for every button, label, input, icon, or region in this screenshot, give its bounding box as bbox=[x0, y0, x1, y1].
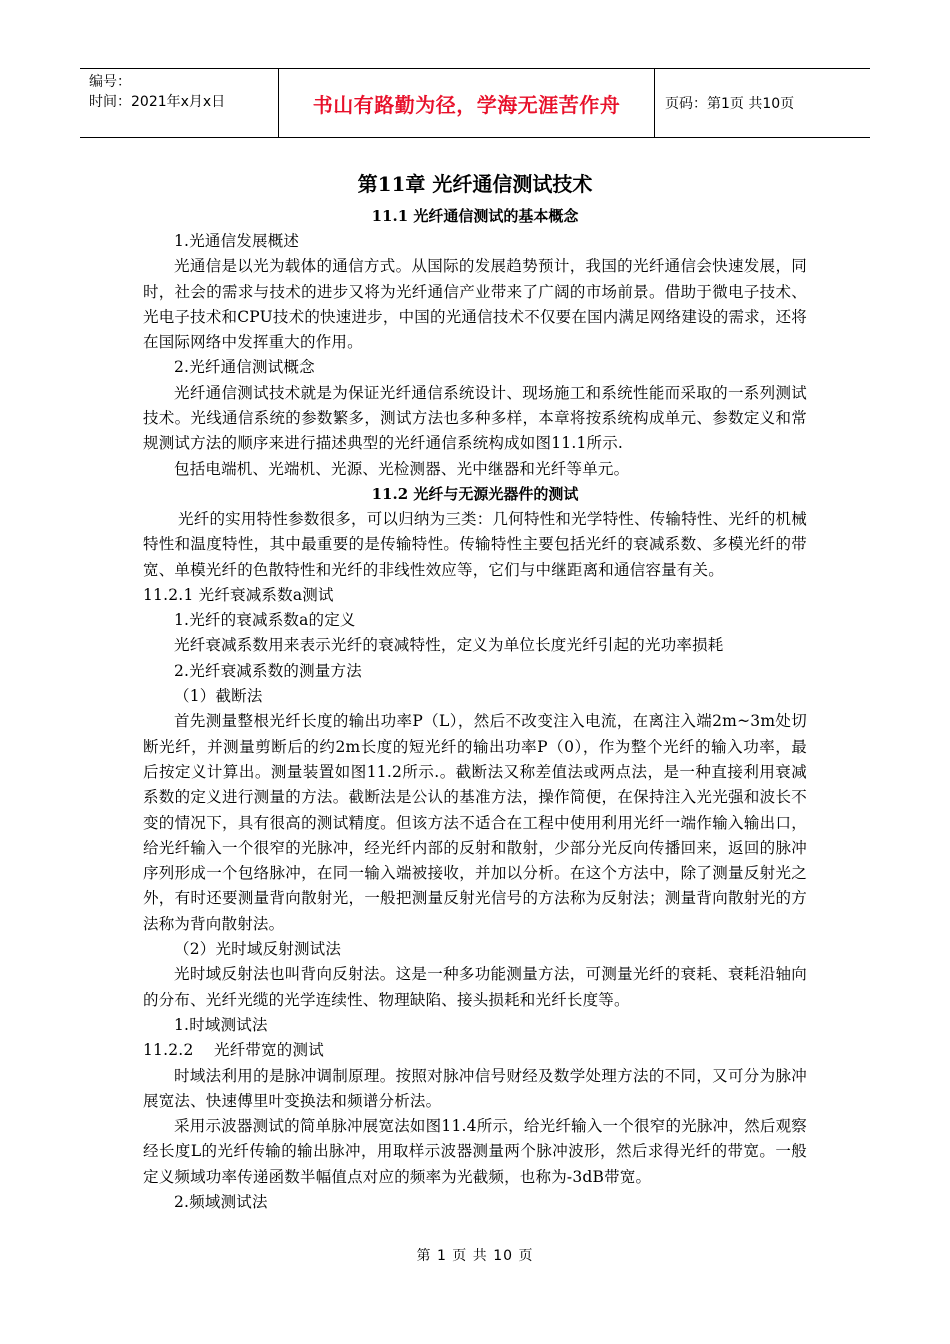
subheading-attenuation-definition: 1.光纤的衰减系数a的定义 bbox=[174, 611, 356, 630]
subheading-cutback-method: （1）截断法 bbox=[174, 687, 263, 706]
subheading-time-domain: 1.时域测试法 bbox=[174, 1015, 268, 1034]
paragraph-fiber-parameters: 光纤的实用特性参数很多，可以归纳为三类：几何特性和光学特性、传输特性、光纤的机械特性和温度特性，其中最重要的是传输特性。传输特性主要包括光纤的衰减系数、多模光纤的带宽、单模光纤的色散特性和光纤的非线性效应等，它们与中继距离和通信容量有关。 bbox=[143, 509, 807, 579]
header-meta bbox=[80, 69, 279, 137]
document-body bbox=[143, 168, 807, 1215]
section-heading-11-1: 11.1 光纤通信测试的基本概念 bbox=[371, 207, 579, 225]
subheading-11-2-2: 11.2.2 光纤带宽的测试 bbox=[143, 1041, 324, 1060]
chapter-title: 第11章 光纤通信测试技术 bbox=[357, 172, 593, 196]
page-header bbox=[80, 68, 870, 138]
paragraph-pulse-broadening: 采用示波器测试的简单脉冲展宽法如图11.4所示，给光纤输入一个很窄的光脉冲，然后观察经长度L的光纤传输的输出脉冲，用取样示波器测量两个脉冲波形，然后求得光纤的带宽。一般定义频域功率传递函数半幅值点对应的频率为光截频，也称为-3dB带宽。 bbox=[143, 1117, 807, 1186]
paragraph-cutback-method: 首先测量整根光纤长度的输出功率P（L），然后不改变注入电流，在离注入端2m~3m处切断光纤，并测量剪断后的约2m长度的短光纤的输出功率P（0），作为整个光纤的输入功率，最后按定义计算出。测量装置如图11.2所示.。截断法又称差值法或两点法，是一种直接利用衰减系数的定义进行测量的方法。截断法是公认的基准方法，操作简便，在保持注入光光强和波长不变的情况下，具有很高的测试精度。但该方法不适合在工程中使用利用光纤一端作输入输出口，给光纤输入一个很窄的光脉冲，经光纤内部的反射和散射，少部分光反向传播回来，返回的脉冲序列形成一个包络脉冲，在同一输入端被接收，并加以分析。在这个方法中，除了测量反射光之外，有时还要测量背向散射光，一般把测量反射光信号的方法称为反射法；测量背向散射光的方法称为背向散射法。 bbox=[143, 712, 807, 933]
subheading-overview: 1.光通信发展概述 bbox=[174, 232, 300, 250]
document-number-label: 编号： bbox=[89, 74, 131, 90]
paragraph-overview: 光通信是以光为载体的通信方式。从国际的发展趋势预计，我国的光纤通信会快速发展，同时，社会的需求与技术的进步又将为光纤通信产业带来了广阔的市场前景。借助于微电子技术、光电子技术和CPU技术的快速进步，中国的光通信技术不仅要在国内满足网络建设的需求，还将在国际网络中发挥重大的作用。 bbox=[143, 257, 807, 352]
paragraph-test-concept: 光纤通信测试技术就是为保证光纤通信系统设计、现场施工和系统性能而采取的一系列测试技术。光线通信系统的参数繁多，测试方法也多种多样，本章将按系统构成单元、参数定义和常规测试方法的顺序来进行描述典型的光纤通信系统构成如图11.1所示. bbox=[143, 383, 807, 453]
paragraph-otdr: 光时域反射法也叫背向反射法。这是一种多功能测量方法，可测量光纤的衰耗、衰耗沿轴向的分布、光纤光缆的光学连续性、物理缺陷、接头损耗和光纤长度等。 bbox=[143, 965, 807, 1009]
header-motto: 书山有路勤为径，学海无涯苦作舟 bbox=[279, 69, 655, 137]
document-date: 时间：2021年x月x日 bbox=[89, 94, 226, 110]
paragraph-attenuation-definition: 光纤衰减系数用来表示光纤的衰减特性，定义为单位长度光纤引起的光功率损耗 bbox=[174, 636, 724, 655]
subheading-test-concept: 2.光纤通信测试概念 bbox=[174, 358, 315, 377]
paragraph-time-domain: 时域法利用的是脉冲调制原理。按照对脉冲信号财经及数学处理方法的不同，又可分为脉冲展宽法、快速傅里叶变换法和频谱分析法。 bbox=[143, 1066, 807, 1110]
section-heading-11-2: 11.2 光纤与无源光器件的测试 bbox=[371, 484, 579, 503]
subheading-otdr: （2）光时域反射测试法 bbox=[174, 940, 342, 959]
subheading-measurement-methods: 2.光纤衰减系数的测量方法 bbox=[174, 661, 362, 680]
page-footer: 第 1 页 共 10 页 bbox=[416, 1248, 534, 1264]
header-page-info: 页码：第1页 共10页 bbox=[665, 96, 795, 112]
subheading-frequency-domain: 2.频域测试法 bbox=[174, 1192, 268, 1211]
subheading-11-2-1: 11.2.1 光纤衰减系数a测试 bbox=[143, 585, 334, 604]
paragraph-units: 包括电端机、光端机、光源、光检测器、光中继器和光纤等单元。 bbox=[174, 459, 630, 478]
